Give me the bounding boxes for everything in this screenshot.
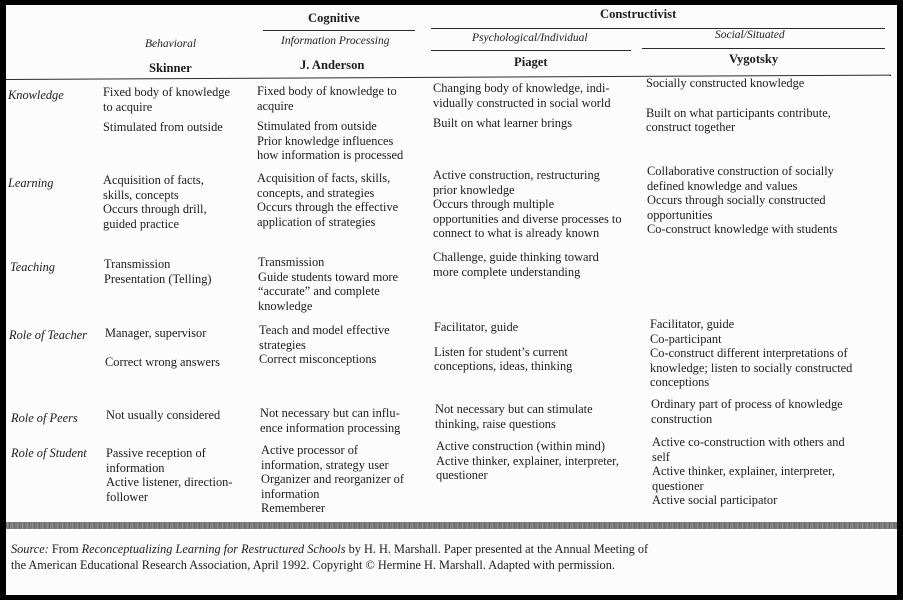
text-line: Rememberer	[261, 501, 325, 515]
source-line1-rest: by H. H. Marshall. Paper presented at the Annual Meeting of	[348, 542, 649, 556]
theorist-piaget: Piaget	[514, 55, 548, 69]
text-line: ence information processing	[260, 420, 401, 435]
text-line: connect to what is already known	[433, 226, 600, 240]
text-line: Manager, supervisor	[105, 326, 207, 340]
text-line: strategies	[259, 337, 306, 352]
cell-learning-skinner	[103, 173, 207, 231]
text-line: guided practice	[103, 216, 180, 231]
text-line: acquire	[257, 98, 294, 113]
vygotsky-subtitle-rule	[642, 48, 885, 49]
row-label-role-of-student: Role of Student	[11, 446, 87, 460]
text-line: Challenge, guide thinking toward	[433, 250, 599, 264]
text-line: Occurs through drill,	[103, 202, 207, 216]
text-line: Socially constructed knowledge	[646, 76, 805, 90]
text-line: Active thinker, explainer, interpreter,	[436, 453, 619, 468]
text-line: Active listener, direction-	[106, 475, 233, 489]
source-book-title: Reconceptualizing Learning for Restructured Schools	[81, 542, 346, 556]
text-line: knowledge	[258, 298, 313, 313]
text-line: Active processor of	[261, 443, 359, 457]
text-line: Listen for student’s current	[434, 344, 568, 359]
row-label-role-of-peers: Role of Peers	[11, 411, 78, 425]
text-line: Changing body of knowledge, indi-	[433, 81, 610, 95]
text-line: conceptions, ideas, thinking	[434, 359, 573, 373]
text-line: Built on what participants contribute,	[646, 105, 831, 120]
table-bottom-bar	[6, 522, 897, 529]
cell-teacher-vygotsky	[650, 317, 852, 390]
text-line: Active construction (within mind)	[436, 439, 605, 453]
text-line: prior knowledge	[433, 182, 515, 197]
cognitive-group-rule	[263, 30, 415, 31]
cell-student-skinner	[106, 446, 232, 504]
text-line: Presentation (Telling)	[104, 271, 212, 286]
row-label-learning: Learning	[8, 176, 54, 190]
text-line: information	[106, 460, 165, 475]
text-line: Facilitator, guide	[434, 320, 519, 334]
cell-teaching-skinner	[104, 257, 212, 286]
text-line: opportunities	[647, 207, 713, 222]
text-line: construction	[651, 411, 713, 426]
text-line: Acquisition of facts, skills,	[257, 171, 391, 185]
text-line: defined knowledge and values	[647, 178, 798, 193]
column-subtitle-social: Social/Situated	[715, 29, 785, 41]
text-line: Not necessary but can stimulate	[435, 402, 593, 416]
text-line: opportunities and diverse processes to	[433, 211, 622, 226]
source-line2: the American Educational Research Association, April 1992. Copyright © Hermine H. Marshall. Adapted with permission.	[11, 558, 615, 572]
text-line: Not necessary but can influ-	[260, 406, 400, 420]
cell-student-vygotsky	[652, 435, 845, 508]
text-line: Facilitator, guide	[650, 317, 735, 331]
text-line: Active construction, restructuring	[433, 168, 600, 182]
piaget-subtitle-rule	[431, 50, 631, 51]
text-line: Fixed body of knowledge	[103, 85, 230, 99]
text-line: Occurs through multiple	[433, 197, 555, 211]
text-line: Fixed body of knowledge to	[257, 84, 397, 98]
column-subtitle-behavioral: Behavioral	[145, 38, 197, 50]
constructivist-group-heading: Constructivist	[600, 7, 677, 21]
row-label-role-of-teacher: Role of Teacher	[9, 328, 88, 342]
text-line: more complete understanding	[433, 264, 581, 279]
row-label-knowledge: Knowledge	[8, 88, 64, 102]
text-line: information	[261, 486, 320, 501]
cell-student-anderson	[261, 443, 404, 516]
text-line: construct together	[646, 120, 736, 134]
cell-teacher-piaget	[434, 320, 572, 374]
text-line: Active thinker, explainer, interpreter,	[652, 464, 835, 478]
cell-teaching-piaget	[433, 250, 599, 279]
text-line: self	[652, 449, 670, 464]
text-line: Built on what learner brings	[433, 116, 573, 130]
cell-learning-vygotsky	[647, 164, 837, 237]
text-line: Teach and model effective	[259, 323, 390, 337]
text-line: Passive reception of	[106, 446, 206, 460]
text-line: Occurs through socially constructed	[647, 193, 826, 207]
source-label: Source:	[11, 542, 49, 556]
text-line: to acquire	[103, 99, 153, 114]
text-line: Acquisition of facts,	[103, 173, 204, 187]
cell-learning-piaget	[433, 168, 622, 241]
cell-student-piaget	[436, 439, 619, 483]
text-line: Occurs through the effective	[257, 200, 399, 214]
text-line: Stimulated from outside	[103, 120, 223, 134]
source-note	[11, 541, 648, 573]
cell-knowledge-vygotsky	[646, 76, 831, 135]
text-line: how information is processed	[257, 148, 404, 162]
text-line: conceptions	[650, 375, 710, 389]
text-line: Stimulated from outside	[257, 119, 377, 133]
text-line: Guide students toward more	[258, 269, 399, 284]
cell-peers-anderson	[260, 406, 400, 435]
text-line: follower	[106, 489, 148, 504]
text-line: Ordinary part of process of knowledge	[651, 397, 843, 411]
text-line: application of strategies	[257, 214, 376, 229]
text-line: concepts, and strategies	[257, 185, 375, 200]
text-line: Correct wrong answers	[105, 354, 220, 369]
text-line: “accurate” and complete	[258, 284, 380, 298]
cell-peers-vygotsky	[651, 397, 843, 426]
table-page	[6, 5, 897, 595]
cell-teacher-skinner	[105, 326, 220, 369]
text-line: Transmission	[258, 255, 325, 269]
text-line: thinking, raise questions	[435, 416, 556, 431]
source-prefix: From	[51, 542, 79, 556]
column-subtitle-psychological: Psychological/Individual	[472, 32, 588, 44]
constructivist-group-rule	[431, 28, 885, 29]
text-line: skills, concepts	[103, 187, 179, 202]
cognitive-group-heading: Cognitive	[308, 11, 360, 25]
cell-knowledge-anderson	[257, 84, 403, 163]
cell-peers-skinner	[106, 408, 220, 423]
cell-teaching-anderson	[258, 255, 398, 313]
text-line: Collaborative construction of socially	[647, 164, 834, 178]
text-line: knowledge; listen to socially constructed	[650, 360, 853, 375]
text-line: vidually constructed in social world	[433, 95, 611, 110]
text-line: Co-construct different interpretations of	[650, 346, 848, 360]
row-label-teaching: Teaching	[10, 260, 55, 274]
cell-peers-piaget	[435, 402, 593, 431]
text-line: Active co-construction with others and	[652, 435, 845, 449]
text-line: questioner	[436, 468, 488, 482]
text-line: Co-construct knowledge with students	[647, 222, 838, 236]
text-line: Active social participator	[652, 493, 778, 507]
cell-knowledge-skinner	[103, 85, 230, 135]
text-line: Transmission	[104, 257, 171, 271]
text-line: Prior knowledge influences	[257, 133, 394, 148]
theorist-anderson: J. Anderson	[300, 58, 365, 72]
theorist-vygotsky: Vygotsky	[729, 52, 779, 66]
text-line: information, strategy user	[261, 457, 389, 472]
text-line: Co-participant	[650, 331, 722, 346]
text-line: questioner	[652, 478, 704, 493]
text-line: Not usually considered	[106, 408, 221, 422]
text-line: Organizer and reorganizer of	[261, 472, 404, 486]
text-line: Correct misconceptions	[259, 352, 377, 366]
cell-teacher-anderson	[259, 323, 390, 367]
theorist-skinner: Skinner	[149, 61, 192, 75]
cell-learning-anderson	[257, 171, 398, 229]
cell-knowledge-piaget	[433, 81, 611, 131]
column-subtitle-information-processing: Information Processing	[281, 35, 390, 47]
